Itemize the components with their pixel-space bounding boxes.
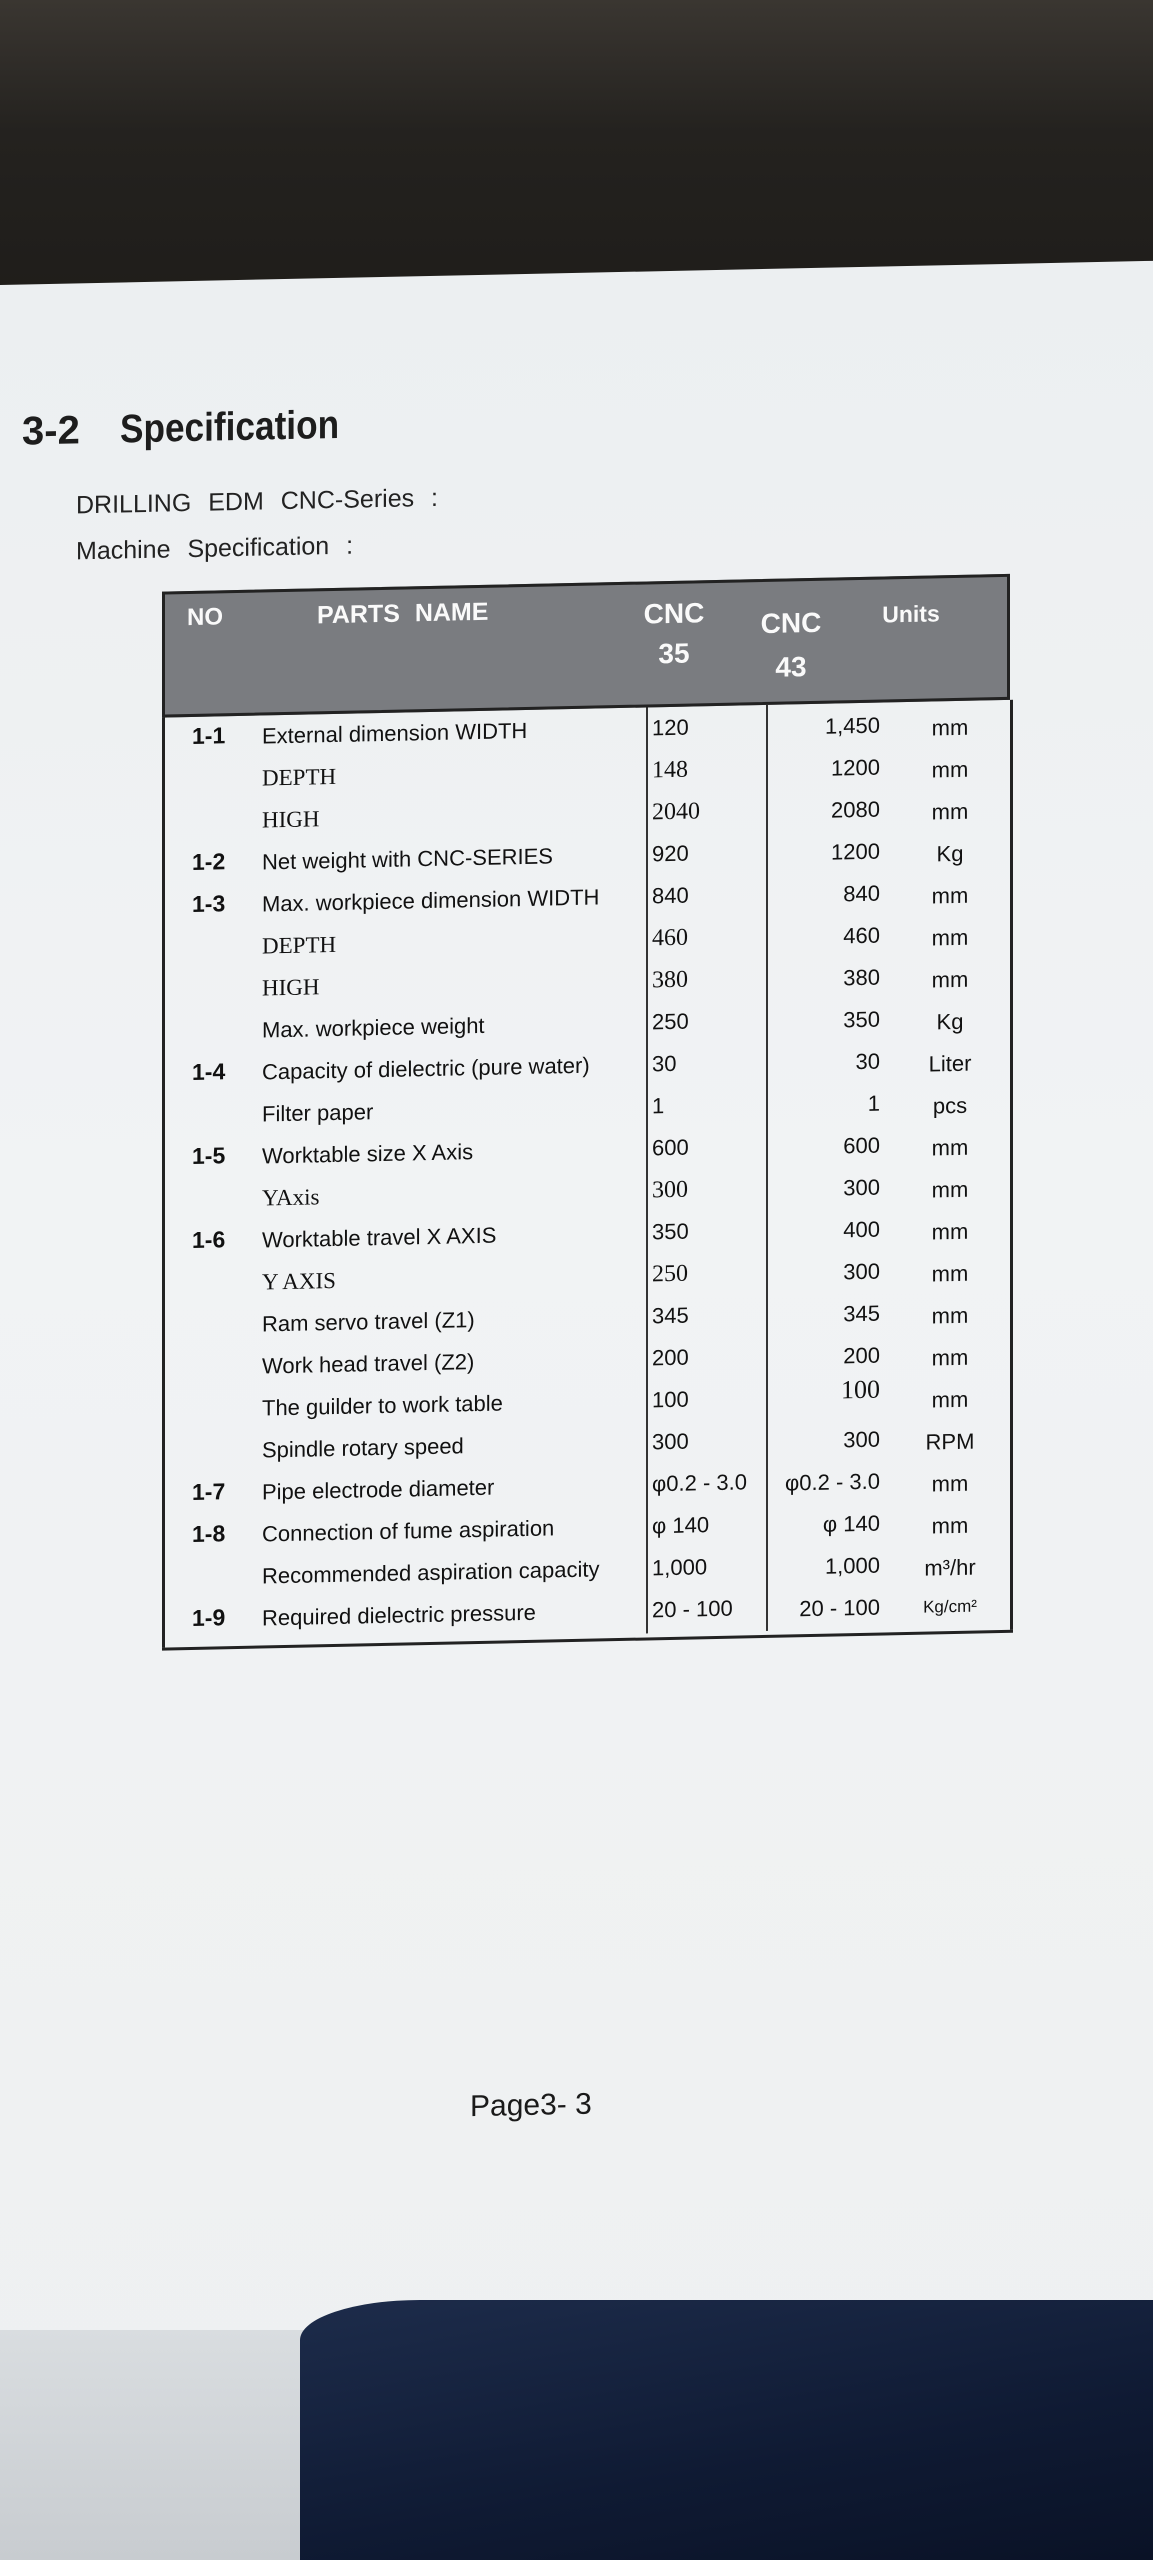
header-cnc43-line2: 43 [775,651,807,683]
row-cnc35-value: 250 [652,1008,689,1035]
row-cnc35-value: φ0.2 - 3.0 [652,1469,747,1497]
row-number: 1-6 [192,1226,226,1253]
row-part-name: Required dielectric pressure [262,1599,536,1631]
row-unit: mm [931,1134,969,1161]
row-cnc43-value: 300 [843,1426,880,1453]
row-number: 1-4 [192,1058,226,1085]
row-part-name: Spindle rotary speed [262,1433,464,1463]
row-cnc43-value: φ 140 [822,1510,880,1537]
row-cnc35-value: 840 [652,882,689,909]
row-cnc35-value: 1 [652,1093,665,1119]
row-cnc43-value: 1,000 [824,1552,880,1579]
row-cnc43-value: 400 [843,1216,880,1243]
row-part-name: Connection of fume aspiration [262,1515,555,1547]
row-cnc43-value: 1200 [831,838,880,865]
row-cnc35-value: 100 [652,1386,689,1413]
row-cnc35-value: 1,000 [652,1554,708,1581]
row-unit: mm [931,1176,969,1203]
row-part-name: Filter paper [262,1099,374,1127]
row-unit: m³/hr [924,1554,976,1581]
row-number: 1-3 [192,890,226,917]
row-part-name: Ram servo travel (Z1) [262,1307,475,1337]
row-number: 1-1 [192,722,226,749]
row-cnc35-value: 148 [652,756,688,784]
row-cnc35-value: 920 [652,840,689,867]
row-cnc43-value: 100 [841,1374,880,1405]
row-cnc43-value: φ0.2 - 3.0 [785,1468,880,1496]
header-parts-name: PARTS NAME [317,597,489,630]
row-cnc43-value: 20 - 100 [799,1594,880,1622]
header-units: Units [882,600,940,628]
row-unit: mm [931,882,969,909]
row-unit: pcs [932,1092,968,1119]
spec-table [162,574,1010,1642]
row-part-name: YAxis [262,1184,320,1211]
row-cnc35-value: 20 - 100 [652,1595,733,1623]
row-unit: mm [931,714,969,741]
document-page [0,261,1153,2560]
row-unit: mm [931,798,969,825]
row-unit: mm [931,756,969,783]
row-cnc35-value: 600 [652,1134,689,1161]
row-unit: Liter [928,1050,972,1077]
row-part-name: Capacity of dielectric (pure water) [262,1052,590,1085]
row-cnc43-value: 1200 [831,754,880,781]
background-fabric [300,2300,1153,2560]
row-part-name: Work head travel (Z2) [262,1349,475,1379]
row-cnc35-value: 120 [652,714,689,741]
row-cnc35-value: 200 [652,1344,689,1371]
subtitle-spec: Machine Specification : [76,531,354,566]
row-cnc35-value: φ 140 [652,1512,710,1539]
row-cnc43-value: 2080 [831,796,880,823]
row-cnc35-value: 250 [652,1260,688,1288]
row-unit: mm [931,1260,969,1287]
row-number: 1-8 [192,1520,226,1547]
row-unit: mm [931,1302,969,1329]
row-cnc43-value: 1,450 [824,712,880,739]
row-unit: mm [931,924,969,951]
row-part-name: Net weight with CNC-SERIES [262,843,553,875]
row-cnc43-value: 300 [843,1258,880,1285]
row-cnc43-value: 1 [867,1090,880,1116]
row-cnc35-value: 2040 [652,798,700,826]
table-body [162,700,1010,1642]
row-number: 1-5 [192,1142,226,1169]
row-unit: Kg/cm² [923,1596,977,1617]
row-number: 1-7 [192,1478,226,1505]
row-cnc43-value: 200 [843,1342,880,1369]
row-part-name: Worktable travel X AXIS [262,1222,497,1253]
row-cnc43-value: 460 [843,922,880,949]
row-unit: mm [931,1470,969,1497]
section-number: 3-2 [22,408,80,454]
row-unit: mm [931,1512,969,1539]
row-unit: RPM [925,1428,975,1455]
row-part-name: HIGH [262,974,320,1001]
row-cnc43-value: 840 [843,880,880,907]
row-part-name: DEPTH [262,763,337,791]
row-cnc35-value: 345 [652,1302,689,1329]
row-number: 1-9 [192,1604,226,1631]
row-part-name: Max. workpiece weight [262,1012,485,1043]
header-cnc43 [731,580,851,703]
row-part-name: Recommended aspiration capacity [262,1556,600,1589]
row-part-name: The guilder to work table [262,1390,503,1421]
row-cnc43-value: 30 [855,1048,880,1075]
row-cnc35-value: 300 [652,1428,689,1455]
row-unit: mm [931,1386,969,1413]
header-cnc43-line1: CNC [760,606,822,640]
section-heading [22,402,369,454]
subtitle-series: DRILLING EDM CNC-Series : [76,483,438,520]
table-border-right [1010,700,1013,1630]
row-unit: mm [931,966,969,993]
row-unit: mm [931,1218,969,1245]
row-unit: mm [931,1344,969,1371]
row-unit: Kg [936,840,964,867]
row-part-name: DEPTH [262,931,337,959]
row-cnc43-value: 600 [843,1132,880,1159]
header-cnc35 [617,583,731,705]
row-part-name: Pipe electrode diameter [262,1474,495,1505]
page-number: Page3- 3 [470,2087,592,2124]
row-part-name: External dimension WIDTH [262,717,528,749]
header-cnc35-line1: CNC [643,597,705,630]
row-cnc43-value: 300 [843,1174,880,1201]
header-cnc35-line2: 35 [658,637,690,670]
row-cnc43-value: 380 [843,964,880,991]
row-cnc35-value: 350 [652,1218,689,1245]
row-cnc35-value: 380 [652,966,688,994]
row-cnc43-value: 350 [843,1006,880,1033]
section-title: Specification [119,402,339,452]
row-cnc35-value: 300 [652,1176,688,1204]
row-unit: Kg [936,1008,964,1035]
row-part-name: Y AXIS [262,1267,336,1295]
row-part-name: HIGH [262,806,320,833]
row-cnc43-value: 345 [843,1300,880,1327]
row-number: 1-2 [192,848,226,875]
header-no: NO [187,603,223,632]
row-cnc35-value: 460 [652,924,688,952]
row-part-name: Max. workpiece dimension WIDTH [262,884,600,917]
row-part-name: Worktable size X Axis [262,1139,474,1169]
table-header [162,574,1010,718]
row-cnc35-value: 30 [652,1050,677,1077]
